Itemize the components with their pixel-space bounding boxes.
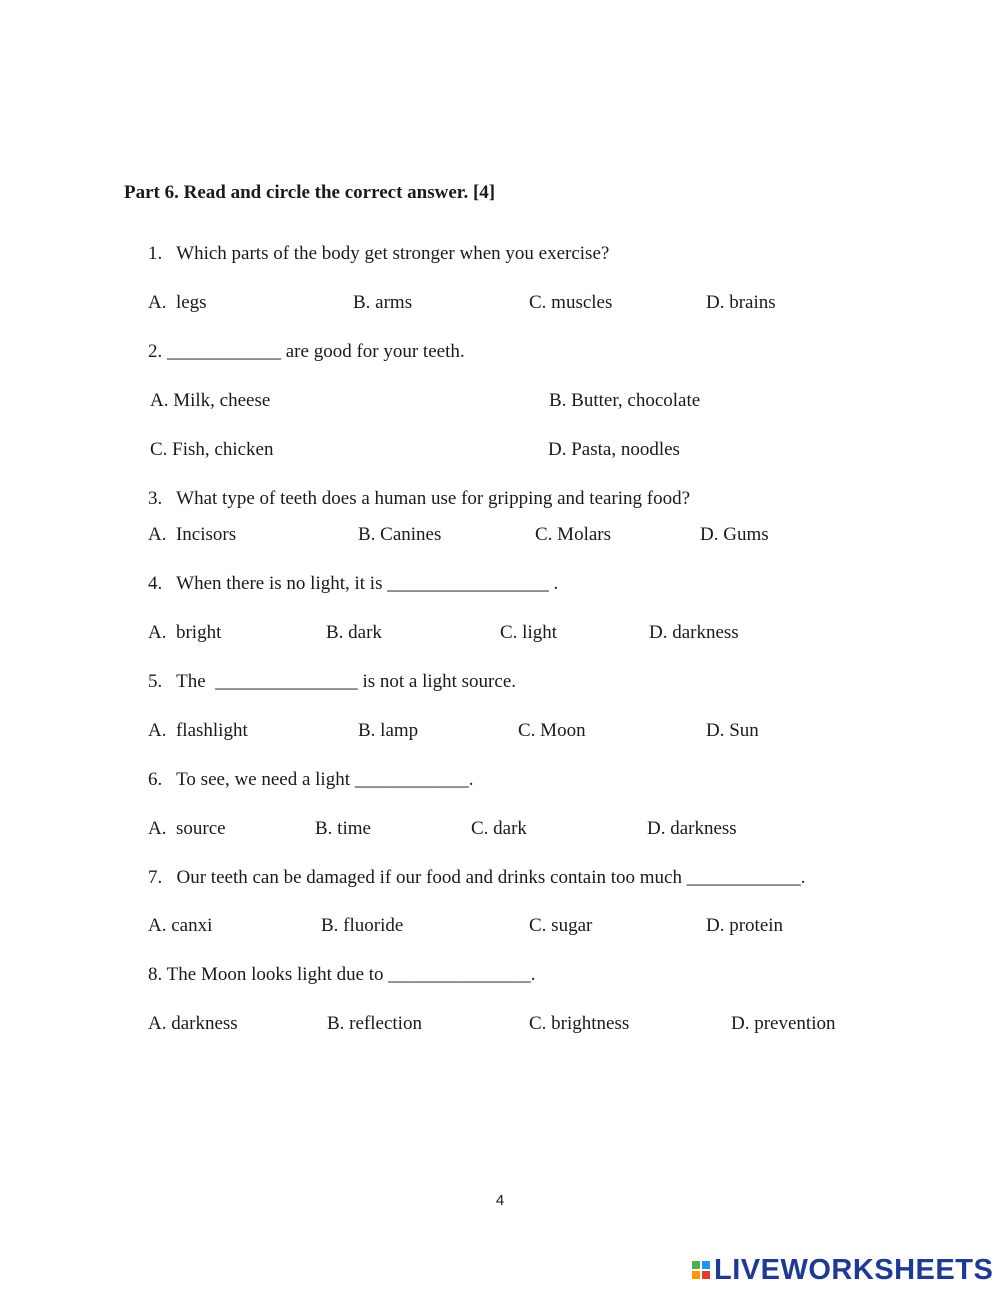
question-8-prompt: 8. The Moon looks light due to _______________. [148,964,536,985]
question-3-option-a[interactable]: A. Incisors [148,524,237,545]
logo-square-red [702,1271,710,1279]
question-6-option-a[interactable]: A. source [148,818,226,839]
question-1-option-a[interactable]: A. legs [148,292,207,313]
question-7-option-a[interactable]: A. canxi [148,915,213,936]
question-4-prompt: 4. When there is no light, it is _________________ . [148,573,559,594]
question-1-option-d[interactable]: D. brains [706,292,776,313]
question-6-option-c[interactable]: C. dark [471,818,527,839]
question-5-option-d[interactable]: D. Sun [706,720,759,741]
question-8-option-b[interactable]: B. reflection [327,1013,422,1034]
question-2-option-a[interactable]: A. Milk, cheese [150,390,271,411]
question-2-option-c[interactable]: C. Fish, chicken [150,439,274,460]
question-7-prompt: 7. Our teeth can be damaged if our food and drinks contain too much ____________. [148,867,806,888]
logo-square-orange [692,1271,700,1279]
question-8-option-d[interactable]: D. prevention [731,1013,836,1034]
logo-square-green [692,1261,700,1269]
question-5-prompt: 5. The _______________ is not a light source. [148,671,517,692]
question-8-option-c[interactable]: C. brightness [529,1013,630,1034]
question-6-option-d[interactable]: D. darkness [647,818,737,839]
question-3-option-b[interactable]: B. Canines [358,524,442,545]
question-4-option-c[interactable]: C. light [500,622,558,643]
question-2-option-d[interactable]: D. Pasta, noodles [548,439,680,460]
logo-text: LIVEWORKSHEETS [714,1253,994,1286]
question-7-option-d[interactable]: D. protein [706,915,784,936]
logo-square-blue [702,1261,710,1269]
question-4-option-a[interactable]: A. bright [148,622,222,643]
question-1-prompt: 1. Which parts of the body get stronger when you exercise? [148,243,610,264]
liveworksheets-logo[interactable] [692,1253,993,1287]
question-1-option-b[interactable]: B. arms [353,292,413,313]
question-6-prompt: 6. To see, we need a light ____________. [148,769,474,790]
question-7-option-c[interactable]: C. sugar [529,915,593,936]
question-5-option-a[interactable]: A. flashlight [148,720,248,741]
page-number: 4 [495,1192,505,1209]
question-8-option-a[interactable]: A. darkness [148,1013,238,1034]
question-2-option-b[interactable]: B. Butter, chocolate [549,390,701,411]
logo-squares-icon [692,1261,710,1279]
question-3-option-d[interactable]: D. Gums [700,524,769,545]
question-2-prompt: 2. ____________ are good for your teeth. [148,341,465,362]
question-3-prompt: 3. What type of teeth does a human use for gripping and tearing food? [148,488,691,509]
section-heading: Part 6. Read and circle the correct answer. [4] [124,182,496,203]
question-1-option-c[interactable]: C. muscles [529,292,613,313]
question-5-option-c[interactable]: C. Moon [518,720,586,741]
question-4-option-b[interactable]: B. dark [326,622,382,643]
question-3-option-c[interactable]: C. Molars [535,524,611,545]
question-4-option-d[interactable]: D. darkness [649,622,739,643]
question-7-option-b[interactable]: B. fluoride [321,915,404,936]
question-5-option-b[interactable]: B. lamp [358,720,419,741]
question-6-option-b[interactable]: B. time [315,818,371,839]
